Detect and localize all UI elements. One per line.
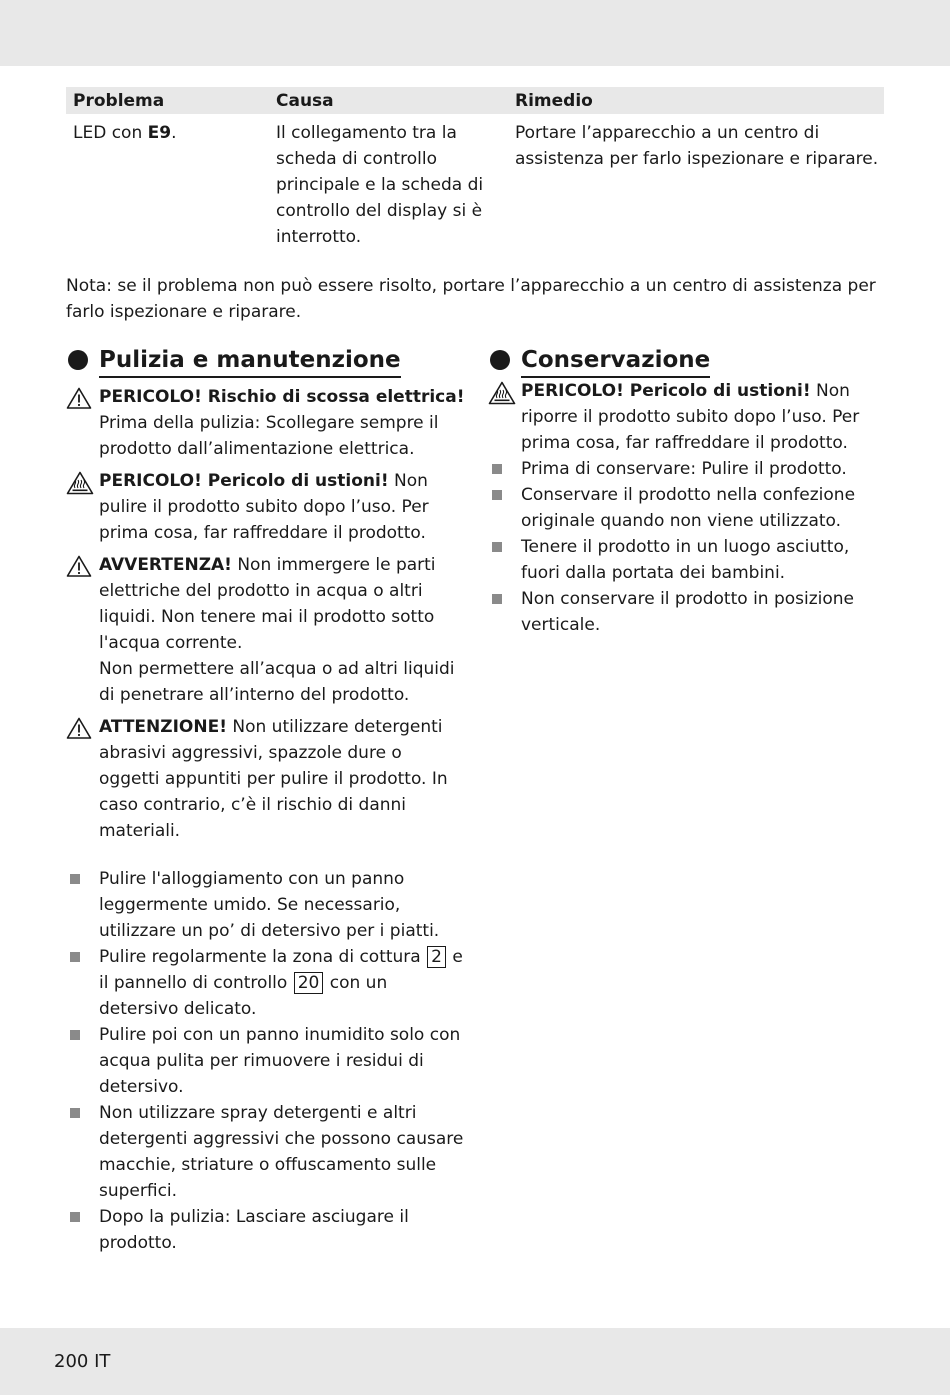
warning-text: Non riporre il prodotto subito dopo l’uso. Per prima cosa, far raffreddare il prodotto. [521, 381, 860, 453]
warning-triangle-icon [66, 717, 92, 739]
warning-label: PERICOLO! Pericolo di ustioni! [521, 381, 811, 401]
hot-surface-icon [66, 471, 92, 493]
warning-text: Non pulire il prodotto subito dopo l’uso. Per prima cosa, far raffreddare il prodotto. [99, 471, 429, 543]
list-item-text: Pulire regolarmente la zona di cottura [99, 947, 427, 967]
square-bullet-icon [70, 1030, 80, 1040]
warning-burn [66, 468, 466, 546]
storage-section [488, 344, 884, 638]
cleaning-title: Pulizia e manutenzione [99, 344, 401, 378]
header-cause: Causa [276, 90, 334, 111]
list-item [66, 1022, 466, 1100]
warning-caution [66, 714, 466, 844]
list-item-text: Pulire poi con un panno inumidito solo con acqua pulita per rimuovere i residui di detersivo. [99, 1025, 461, 1097]
header-problem: Problema [73, 90, 165, 111]
square-bullet-icon [492, 464, 502, 474]
warning-triangle-icon [66, 555, 92, 577]
bullet-dot-icon [490, 350, 510, 370]
list-item [488, 586, 884, 638]
part-reference: 20 [294, 972, 324, 994]
list-item-text: Tenere il prodotto in un luogo asciutto, fuori dalla portata dei bambini. [521, 537, 850, 583]
list-item-text: Non utilizzare spray detergenti e altri detergenti aggressivi che possono causare macchie, striature o offuscamento sulle superfici. [99, 1103, 464, 1201]
list-item-text: Conservare il prodotto nella confezione originale quando non viene utilizzato. [521, 485, 856, 531]
square-bullet-icon [70, 1108, 80, 1118]
list-item [66, 944, 466, 1022]
footer-band [0, 1328, 950, 1395]
table-row [66, 120, 884, 250]
square-bullet-icon [70, 1212, 80, 1222]
troubleshooting-table [66, 87, 884, 250]
warning-text: Non immergere le parti elettriche del prodotto in acqua o altri liquidi. Non tenere mai il prodotto sotto l'acqua corrente. [99, 555, 436, 653]
warning-electric-shock [66, 384, 466, 462]
warning-burn [488, 378, 884, 456]
header-band [0, 0, 950, 66]
problem-suffix: . [171, 123, 177, 143]
list-item [488, 456, 884, 482]
cleaning-section [66, 344, 466, 1256]
problem-code: E9 [147, 123, 172, 143]
list-item [66, 1100, 466, 1204]
part-reference: 2 [427, 946, 446, 968]
warning-label: ATTENZIONE! [99, 717, 227, 737]
warning-label: PERICOLO! Pericolo di ustioni! [99, 471, 389, 491]
list-item-text: Dopo la pulizia: Lasciare asciugare il prodotto. [99, 1207, 409, 1253]
list-item-text: e il pannello di controllo [99, 947, 463, 993]
cell-problem [66, 120, 269, 250]
table-header-row [66, 87, 884, 114]
list-item-text: Prima di conservare: Pulire il prodotto. [521, 459, 847, 479]
header-remedy: Rimedio [515, 90, 593, 111]
list-item [488, 482, 884, 534]
warning-water [66, 552, 466, 708]
warning-label: AVVERTENZA! [99, 555, 232, 575]
list-item-text: Pulire l'alloggiamento con un panno leggermente umido. Se necessario, utilizzare un po’ di detersivo per i piatti. [99, 869, 440, 941]
storage-heading [488, 344, 884, 378]
cleaning-heading [66, 344, 466, 378]
note-text: Nota: se il problema non può essere risolto, portare l’apparecchio a un centro di assistenza per farlo ispezionare e riparare. [66, 276, 876, 322]
hot-surface-icon [488, 381, 514, 403]
list-item-text: Non conservare il prodotto in posizione verticale. [521, 589, 855, 635]
square-bullet-icon [492, 490, 502, 500]
list-item-text: con un detersivo delicato. [99, 973, 388, 1019]
warning-text-continued: Non permettere all’acqua o ad altri liquidi di penetrare all’interno del prodotto. [99, 659, 455, 705]
warning-label: PERICOLO! Rischio di scossa elettrica! [99, 387, 465, 407]
bullet-dot-icon [68, 350, 88, 370]
square-bullet-icon [70, 874, 80, 884]
warning-text: Non utilizzare detergenti abrasivi aggressivi, spazzole dure o oggetti appuntiti per pulire il prodotto. In caso contrario, c’è il rischio di danni materiali. [99, 717, 448, 841]
cell-remedy: Portare l’apparecchio a un centro di assistenza per farlo ispezionare e riparare. [515, 123, 879, 169]
square-bullet-icon [492, 594, 502, 604]
square-bullet-icon [70, 952, 80, 962]
square-bullet-icon [492, 542, 502, 552]
list-item [488, 534, 884, 586]
list-item [66, 866, 466, 944]
list-item [66, 1204, 466, 1256]
page-number: 200 IT [54, 1351, 111, 1372]
warning-triangle-icon [66, 387, 92, 409]
storage-title: Conservazione [521, 344, 710, 378]
warning-text: Prima della pulizia: Scollegare sempre il prodotto dall’alimentazione elettrica. [99, 413, 439, 459]
cell-cause: Il collegamento tra la scheda di controllo principale e la scheda di controllo del display si è interrotto. [276, 123, 484, 247]
problem-prefix: LED con [73, 123, 148, 143]
